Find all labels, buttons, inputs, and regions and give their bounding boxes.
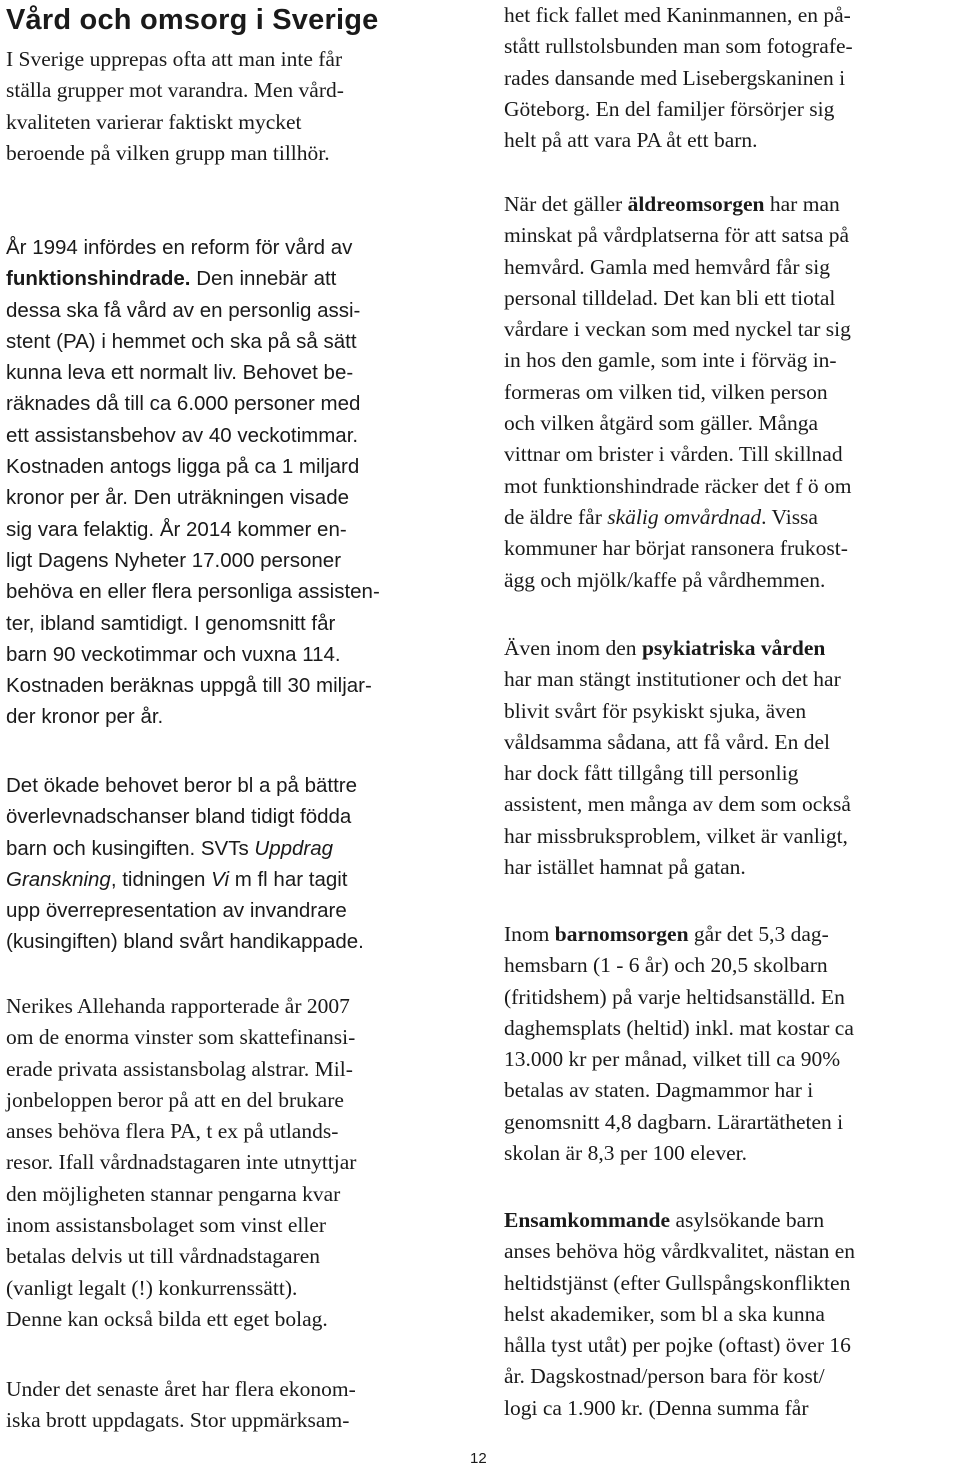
text-line: ställa grupper mot varandra. Men vård- (6, 78, 344, 103)
text-line: hemvård. Gamla med hemvård får sig (504, 254, 830, 279)
paragraph-functional-disability (6, 232, 380, 733)
text-line: stent (PA) i hemmet och ska på så sätt (6, 329, 357, 353)
text-line: (kusingiften) bland svårt handikappade. (6, 930, 364, 954)
text-line: år. Dagskostnad/person bara för kost/ (504, 1364, 825, 1389)
paragraph-increased-need (6, 770, 364, 958)
page-title: Vård och omsorg i Sverige (6, 4, 379, 36)
text-line: dessa ska få vård av en personlig assi- (6, 298, 361, 322)
bold-term: äldreomsorgen (627, 192, 765, 216)
text-line: ett assistansbehov av 40 veckotimmar. (6, 423, 359, 447)
text-line: betalas av staten. Dagmammor har i (504, 1078, 814, 1103)
text-line: anses behöva hög vårdkvalitet, nästan en (504, 1239, 856, 1264)
text-line: jonbeloppen beror på att en del brukare (6, 1087, 344, 1112)
text-line: Inom barnomsorgen går det 5,3 dag- (504, 922, 829, 946)
text-line: har man stängt institutioner och det har (504, 667, 841, 692)
text-line: de äldre får skälig omvårdnad. Vissa (504, 504, 818, 529)
text-line: kronor per år. Den uträkningen visade (6, 486, 350, 510)
text-line: våldsamma sådana, att få vård. En del (504, 729, 830, 754)
text-line: helt på att vara PA åt ett barn. (504, 128, 758, 153)
text-line: Kostnaden beräknas uppgå till 30 miljar- (6, 674, 372, 698)
text-line: der kronor per år. (6, 705, 164, 729)
text-line: formeras om vilken tid, vilken person (504, 379, 828, 404)
text-line: ligt Dagens Nyheter 17.000 personer (6, 548, 342, 572)
text-line: vårdare i veckan som med nyckel tar sig (504, 317, 851, 342)
bold-term: Ensamkommande (504, 1208, 671, 1232)
text-line: ägg och mjölk/kaffe på vårdhemmen. (504, 567, 826, 592)
text-line: logi ca 1.900 kr. (Denna summa får (504, 1395, 809, 1420)
paragraph-intro (6, 44, 344, 169)
paragraph-economic-crimes (6, 1374, 356, 1437)
text-line: minskat på vårdplatserna för att satsa på (504, 223, 850, 248)
text-line: sig vara felaktig. År 2014 kommer en- (6, 517, 347, 541)
text-line: barn och kusingiften. SVTs Uppdrag (6, 836, 334, 860)
text-line: ter, ibland samtidigt. I genomsnitt får (6, 611, 336, 635)
text-line: Göteborg. En del familjer försörjer sig (504, 96, 835, 121)
text-line: Denne kan också bilda ett eget bolag. (6, 1306, 328, 1331)
text-line: erade privata assistansbolag alstrar. Mil- (6, 1056, 353, 1081)
text-line: skolan är 8,3 per 100 elever. (504, 1141, 747, 1166)
text-line: den möjligheten stannar pengarna kvar (6, 1181, 341, 1206)
italic-title: Uppdrag (254, 836, 334, 860)
text-line: kommuner har börjat ransonera frukost- (504, 536, 848, 561)
text-line: vittnar om brister i vården. Till skillnad (504, 442, 843, 467)
bold-term: barnomsorgen (554, 922, 689, 946)
paragraph-unaccompanied-minors (504, 1205, 855, 1424)
text-line: anses behöva flera PA, t ex på utlands- (6, 1119, 339, 1144)
text-line: (fritidshem) på varje heltidsanställd. En (504, 984, 845, 1009)
text-line: När det gäller äldreomsorgen har man (504, 192, 840, 216)
text-line: Kostnaden antogs ligga på ca 1 miljard (6, 455, 360, 479)
bold-term: funktionshindrade. (6, 267, 191, 291)
bold-term: psykiatriska vården (641, 636, 826, 660)
italic-title: Vi (211, 867, 230, 891)
text-line: kunna leva ett normalt liv. Behovet be- (6, 361, 354, 385)
text-line: överlevnadschanser bland tidigt födda (6, 805, 352, 829)
text-line: har dock fått tillgång till personlig (504, 761, 799, 786)
text-line: beroende på vilken grupp man tillhör. (6, 140, 330, 165)
text-line: Nerikes Allehanda rapporterade år 2007 (6, 994, 350, 1018)
text-line: daghemsplats (heltid) inkl. mat kostar ca (504, 1015, 854, 1040)
text-line: 13.000 kr per månad, vilket till ca 90% (504, 1047, 841, 1072)
text-line: År 1994 infördes en reform för vård av (6, 236, 353, 259)
text-line: och vilken åtgärd som gäller. Många (504, 411, 819, 436)
text-line: funktionshindrade. Den innebär att (6, 267, 337, 291)
text-line: inom assistansbolaget som vinst eller (6, 1213, 327, 1238)
text-line: in hos den gamle, som inte i förväg in- (504, 348, 837, 373)
text-line: (vanligt legalt (!) konkurrenssätt). (6, 1275, 298, 1300)
text-line: betalas delvis ut till vårdnadstagaren (6, 1244, 321, 1269)
text-line: Under det senaste året har flera ekonom- (6, 1377, 356, 1401)
paragraph-kaninmannen (504, 0, 853, 156)
text-line: Även inom den psykiatriska vården (504, 636, 826, 660)
text-line: behöva en eller flera personliga assisten- (6, 580, 380, 604)
text-line: Ensamkommande asylsökande barn (504, 1208, 825, 1232)
text-line: I Sverige upprepas ofta att man inte får (6, 47, 343, 71)
paragraph-nerikes-allehanda (6, 991, 356, 1335)
text-line: har istället hamnat på gatan. (504, 855, 746, 880)
text-line: het fick fallet med Kaninmannen, en på- (504, 3, 851, 27)
italic-term: skälig omvårdnad (607, 504, 762, 529)
text-line: stått rullstolsbunden man som fotografe- (504, 34, 853, 59)
text-line: upp överrepresentation av invandrare (6, 899, 347, 923)
text-line: räknades då till ca 6.000 personer med (6, 392, 361, 416)
text-line: resor. Ifall vårdnadstagaren inte utnyttjar (6, 1150, 357, 1175)
text-line: assistent, men många av dem som också (504, 792, 851, 817)
text-line: kvaliteten varierar faktiskt mycket (6, 109, 302, 134)
page-number: 12 (470, 1450, 487, 1467)
text-line: Det ökade behovet beror bl a på bättre (6, 774, 358, 797)
text-line: blivit svårt för psykiskt sjuka, även (504, 698, 807, 723)
text-line: heltidstjänst (efter Gullspångskonflikten (504, 1270, 851, 1295)
text-line: hålla tyst utåt) per pojke (oftast) över 16 (504, 1333, 851, 1358)
paragraph-elderly-care (504, 189, 852, 596)
text-line: mot funktionshindrade räcker det f ö om (504, 473, 852, 498)
text-line: helst akademiker, som bl a ska kunna (504, 1301, 825, 1326)
text-line: rades dansande med Lisebergskaninen i (504, 65, 846, 90)
text-line: iska brott uppdagats. Stor uppmärksam- (6, 1408, 350, 1433)
text-line: personal tilldelad. Det kan bli ett tiotal (504, 285, 836, 310)
paragraph-psychiatric-care (504, 633, 851, 883)
text-line: om de enorma vinster som skattefinansi- (6, 1025, 356, 1050)
text-line: barn 90 veckotimmar och vuxna 114. (6, 642, 341, 666)
paragraph-child-care (504, 919, 854, 1169)
text-line: hemsbarn (1 - 6 år) och 20,5 skolbarn (504, 953, 828, 978)
text-line: genomsnitt 4,8 dagbarn. Lärartätheten i (504, 1109, 844, 1134)
text-line: har missbruksproblem, vilket är vanligt, (504, 823, 848, 848)
italic-title: Granskning (6, 867, 111, 891)
text-line: Granskning, tidningen Vi m fl har tagit (6, 867, 348, 891)
